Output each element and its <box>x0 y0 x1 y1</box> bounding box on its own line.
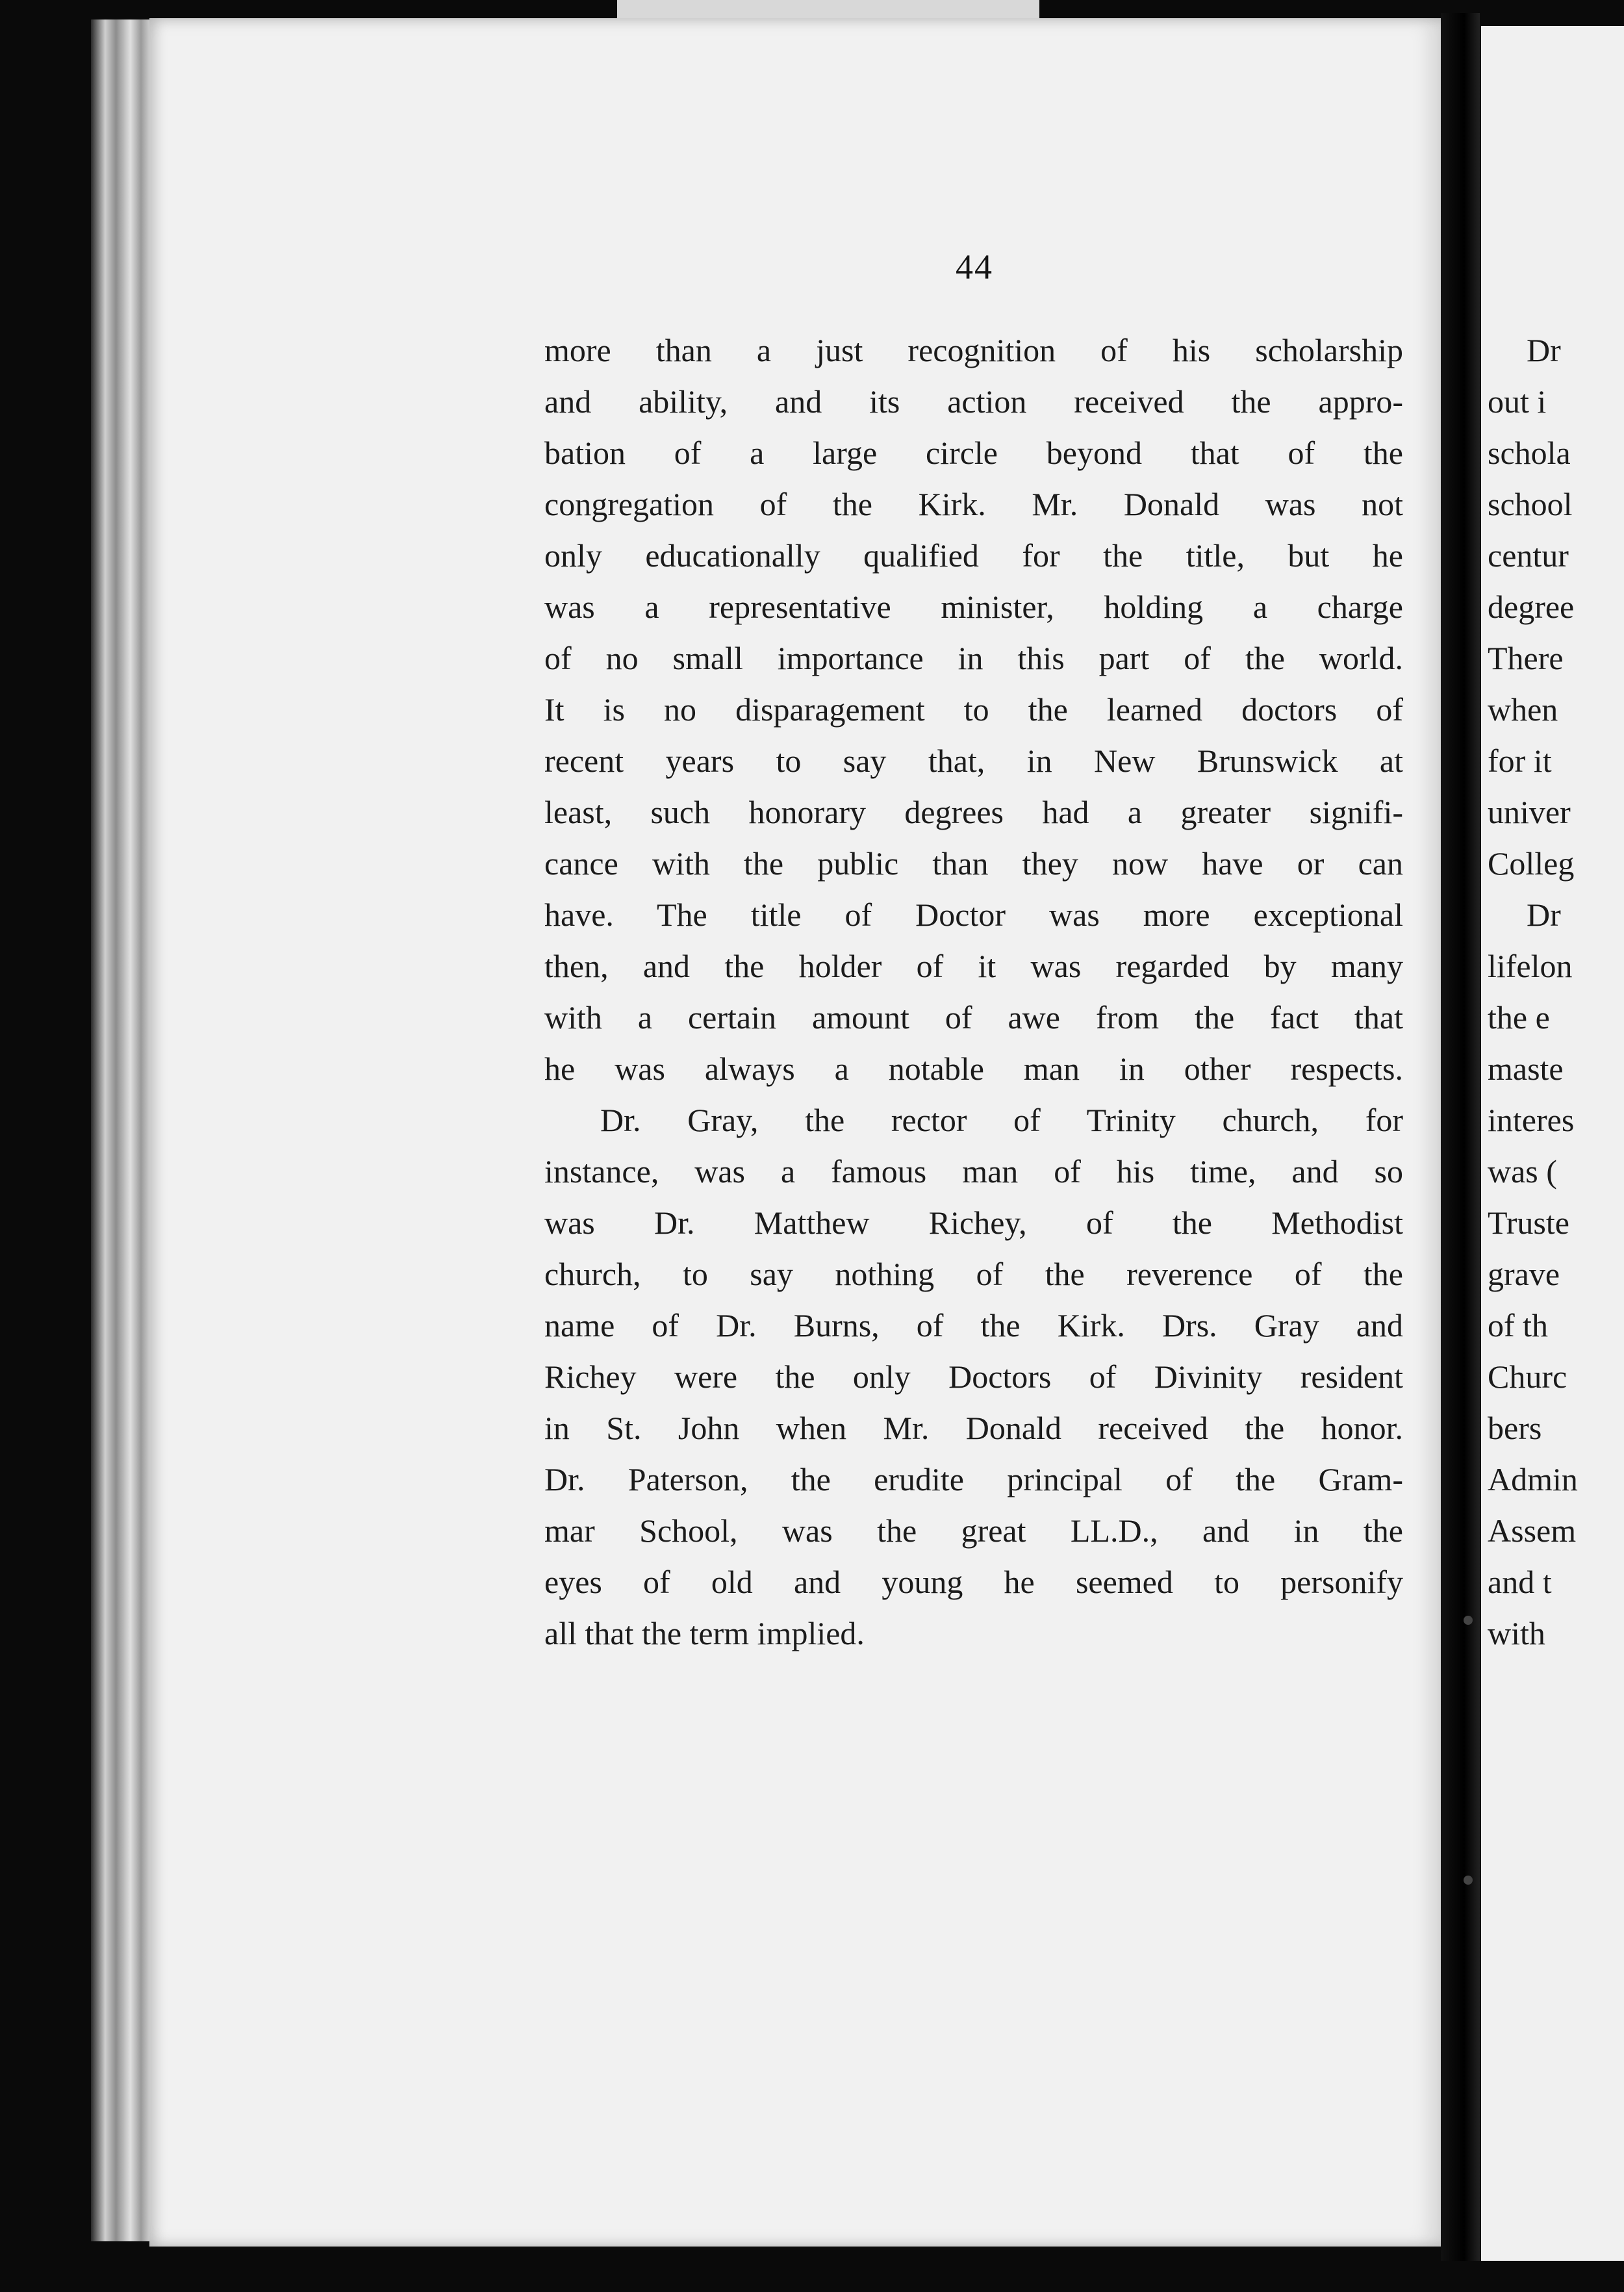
text-line: in St. John when Mr. Donald received the honor. <box>544 1410 1403 1446</box>
text-line: have. The title of Doctor was more exceptional <box>544 897 1403 933</box>
facing-text-line: Colleg <box>1488 845 1575 882</box>
facing-text-line: the e <box>1488 999 1550 1036</box>
main-text-column <box>544 325 1403 1659</box>
facing-text-line: degree <box>1488 589 1575 625</box>
text-line: Dr. Gray, the rector of Trinity church, for <box>600 1102 1403 1138</box>
facing-text-line: There <box>1488 640 1564 676</box>
facing-text-line: bers <box>1488 1410 1542 1446</box>
binding-dot <box>1464 1876 1473 1885</box>
page-number: 44 <box>956 248 993 286</box>
text-line: he was always a notable man in other respects. <box>544 1050 1403 1087</box>
facing-text-line: interes <box>1488 1102 1575 1138</box>
facing-text-line: out i <box>1488 383 1547 420</box>
facing-text-line: Dr <box>1527 897 1561 933</box>
text-line: eyes of old and young he seemed to personify <box>544 1564 1403 1600</box>
book-gutter <box>1441 13 1480 2261</box>
text-line: least, such honorary degrees had a greater signifi- <box>544 794 1403 830</box>
facing-text-line: was ( <box>1488 1153 1557 1190</box>
text-line: It is no disparagement to the learned doctors of <box>544 691 1403 728</box>
text-line: of no small importance in this part of the world. <box>544 640 1403 676</box>
facing-text-line: grave <box>1488 1256 1560 1292</box>
facing-text-line: Truste <box>1488 1204 1569 1241</box>
facing-text-line: centur <box>1488 537 1569 574</box>
text-line: only educationally qualified for the title, but he <box>544 537 1403 574</box>
facing-text-line: with <box>1488 1615 1545 1651</box>
text-line: then, and the holder of it was regarded by many <box>544 948 1403 984</box>
text-line: congregation of the Kirk. Mr. Donald was not <box>544 486 1403 522</box>
binding-dot <box>1464 1616 1473 1625</box>
facing-text-line: Assem <box>1488 1512 1577 1549</box>
facing-text-line: school <box>1488 486 1573 522</box>
text-line: all that the term implied. <box>544 1615 865 1651</box>
facing-text-line: maste <box>1488 1050 1564 1087</box>
text-line: mar School, was the great LL.D., and in the <box>544 1512 1403 1549</box>
facing-text-line: when <box>1488 691 1558 728</box>
facing-text-line: and t <box>1488 1564 1552 1600</box>
facing-text-line: Dr <box>1527 332 1561 368</box>
facing-text-line: for it <box>1488 743 1552 779</box>
text-line: Richey were the only Doctors of Divinity resident <box>544 1358 1403 1395</box>
facing-text-line: of th <box>1488 1307 1549 1343</box>
facing-text-line: univer <box>1488 794 1571 830</box>
text-line: was Dr. Matthew Richey, of the Methodist <box>544 1204 1403 1241</box>
text-line: instance, was a famous man of his time, and so <box>544 1153 1403 1190</box>
text-line: church, to say nothing of the reverence of the <box>544 1256 1403 1292</box>
text-line: more than a just recognition of his scholarship <box>544 332 1403 368</box>
text-line: was a representative minister, holding a charge <box>544 589 1403 625</box>
text-line: and ability, and its action received the appro- <box>544 383 1403 420</box>
text-line: recent years to say that, in New Brunswick at <box>544 743 1403 779</box>
facing-text-line: Admin <box>1488 1461 1578 1497</box>
text-line: with a certain amount of awe from the fact that <box>544 999 1403 1036</box>
text-line: cance with the public than they now have or can <box>544 845 1403 882</box>
facing-text-line: Churc <box>1488 1358 1567 1395</box>
facing-text-line: schola <box>1488 435 1571 471</box>
top-edge-strip <box>617 0 1039 18</box>
text-line: name of Dr. Burns, of the Kirk. Drs. Gray and <box>544 1307 1403 1343</box>
facing-text-line: lifelon <box>1488 948 1573 984</box>
text-line: Dr. Paterson, the erudite principal of the Gram- <box>544 1461 1403 1497</box>
text-line: bation of a large circle beyond that of the <box>544 435 1403 471</box>
facing-page-text-column <box>1488 325 1624 1659</box>
